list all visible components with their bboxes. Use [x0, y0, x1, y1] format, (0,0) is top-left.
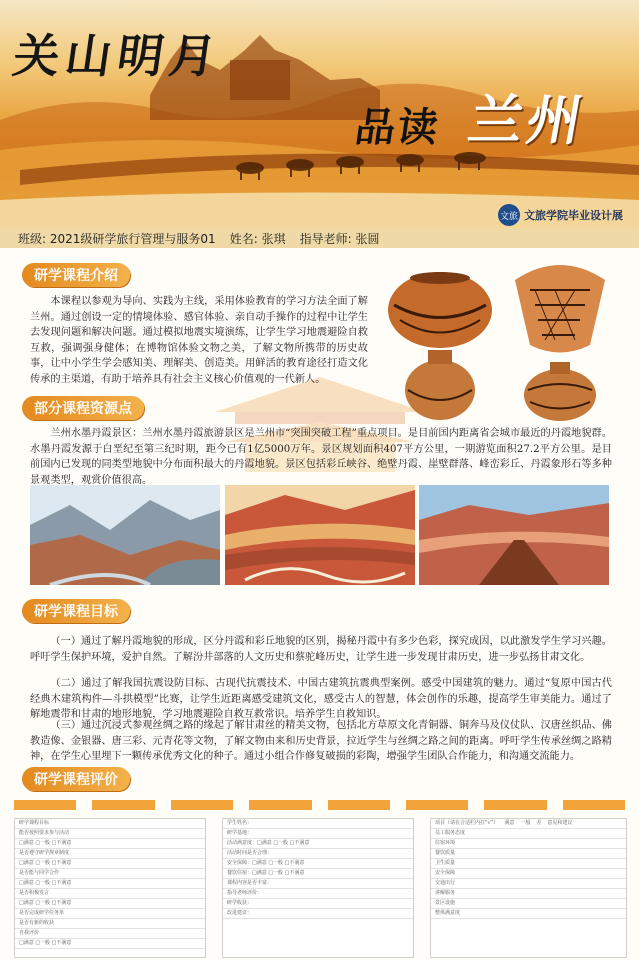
- evaluation-form-1: 研学课程目标 能否按照要求参与活动 □满意 □一般 □不满意 是否遵守研学规章制度 □满意 □一般 □不满意 是否能与同学合作 □满意 □一般 □不满意 是否积极发言 □满意 □一般 □不满意 是否完成研学任务单 是否有新的收获 自我评价 □满意 □一般 □不满意: [14, 818, 206, 958]
- evaluation-form-3: 项目（请在合适栏内打“√”） 满意 一般 差 意见和建议 员工服务态度 住宿环境 餐饮质量 卫生质量 安全保障 交通出行 讲解服务 景区设施 整体满意度: [430, 818, 627, 958]
- banner-title: 关山明月: [9, 29, 226, 83]
- photo-danxia-2: [225, 485, 415, 585]
- goals-text-2: （二）通过了解我国抗震设防目标、古现代抗震技术、中国古建筑抗震典型案例。感受中国建筑的魅力。通过“复原中国古代经典木建筑构件—斗拱模型”比赛，让学生近距离感受建筑文化，感受古人的智慧，体会创作的乐趣，提高学生审美能力。通过了解地震带和甘肃的地形地貌，学习地震避险自救互救常识。培养学生自救知识。: [30, 678, 612, 720]
- goals-text-3: （三）通过沉浸式参观丝绸之路的缘起了解甘肃丝的精美文物，包括北方草原文化青铜器、铜奔马及仪仗队、汉唐丝织品、佛教造像、金银器、唐三彩、元青花等文物，了解文物由来和历史背景，拉近学生与丝绸之路之间的距离。呼吁学生传承丝绸之路精神，在学生心里埋下一颗传承优秀文化的种子。通过小组合作修复破损的彩陶，增强学生团队合作能力，和沟通交流能力。: [30, 720, 612, 762]
- logo-badge: 文旅: [498, 204, 520, 226]
- evaluation-divider-bars: [14, 800, 625, 810]
- goals-text-1: （一）通过了解丹霞地貌的形成，区分丹霞和彩丘地貌的区别，揭秘丹霞中有多少色彩，探究成因，以此激发学生学习兴趣。呼吁学生保护环境，爱护自然。了解汾井部落的人文历史和蔡驼峰历史，让学生进一步发现甘肃历史，进一步弘扬甘肃文化。: [30, 636, 612, 663]
- section-goals-title: 研学课程目标: [22, 599, 130, 623]
- form3-header: 项目（请在合适栏内打“√”） 满意 一般 差 意见和建议: [431, 819, 626, 829]
- section-intro-title: 研学课程介绍: [22, 263, 130, 287]
- banner-subtitle-a: 品读: [352, 104, 443, 151]
- section-evaluation-title: 研学课程评价: [22, 767, 130, 791]
- resources-text: 兰州水墨丹霞景区：兰州水墨丹霞旅游景区是兰州市“突围突破工程”重点项目。是目前国内距离省会城市最近的丹霞地貌群。水墨丹霞发源于白垩纪至第三纪时期，距今已有1亿5000万年。景区规划面积407平方公里，一期游览面积27.2平方公里。是目前国内已发现的同类型地貌中分布面积最大的丹霞地貌。景区包括彩丘峡谷、绝壁丹霞、崖壁群落、峰峦彩丘、丹霞象形石等多种景观类型，观赏价值很高。: [30, 428, 612, 486]
- teacher-info: 指导老师: 张圆: [299, 231, 380, 246]
- logo-text: 文旅学院毕业设计展: [524, 209, 623, 222]
- college-logo: [498, 204, 623, 226]
- pottery-illustration: [380, 250, 630, 425]
- class-info: 班级: 2021级研学旅行管理与服务01: [18, 231, 216, 246]
- header-banner: [0, 0, 639, 228]
- section-resources-title: 部分课程资源点: [22, 396, 144, 420]
- intro-text: 本课程以参观为导向、实践为主线，采用体验教育的学习方法全面了解兰州。通过创设一定的情境体验、感官体验、亲自动手操作的过程中让学生去发现问题和解决问题。通过模拟地震实境演练，让学生学习地震避险自救互救，强调强身健体；在博物馆体验文物之美，了解文物所携带的历史故事，让中小学生学会感知美、理解美、创造美。用鲜活的教育途径打造文化传承的主渠道，有助于培养具有社会主义核心价值观的一代新人。: [30, 296, 368, 385]
- student-info: 姓名: 张琪: [229, 231, 286, 246]
- evaluation-form-2: 学生姓名： 研学基地： 活动满意度：□满意 □一般 □不满意 活动时间是否合理： 安全保障：□满意 □一般 □不满意 餐饮住宿：□满意 □一般 □不满意 课程内容是否丰富： 指导老师评价： 研学收获： 改进建议：: [222, 818, 414, 958]
- banner-subtitle-b: 兰州: [463, 88, 592, 152]
- info-bar: [0, 228, 639, 248]
- photo-danxia-1: [30, 485, 220, 585]
- photo-danxia-3: [419, 485, 609, 585]
